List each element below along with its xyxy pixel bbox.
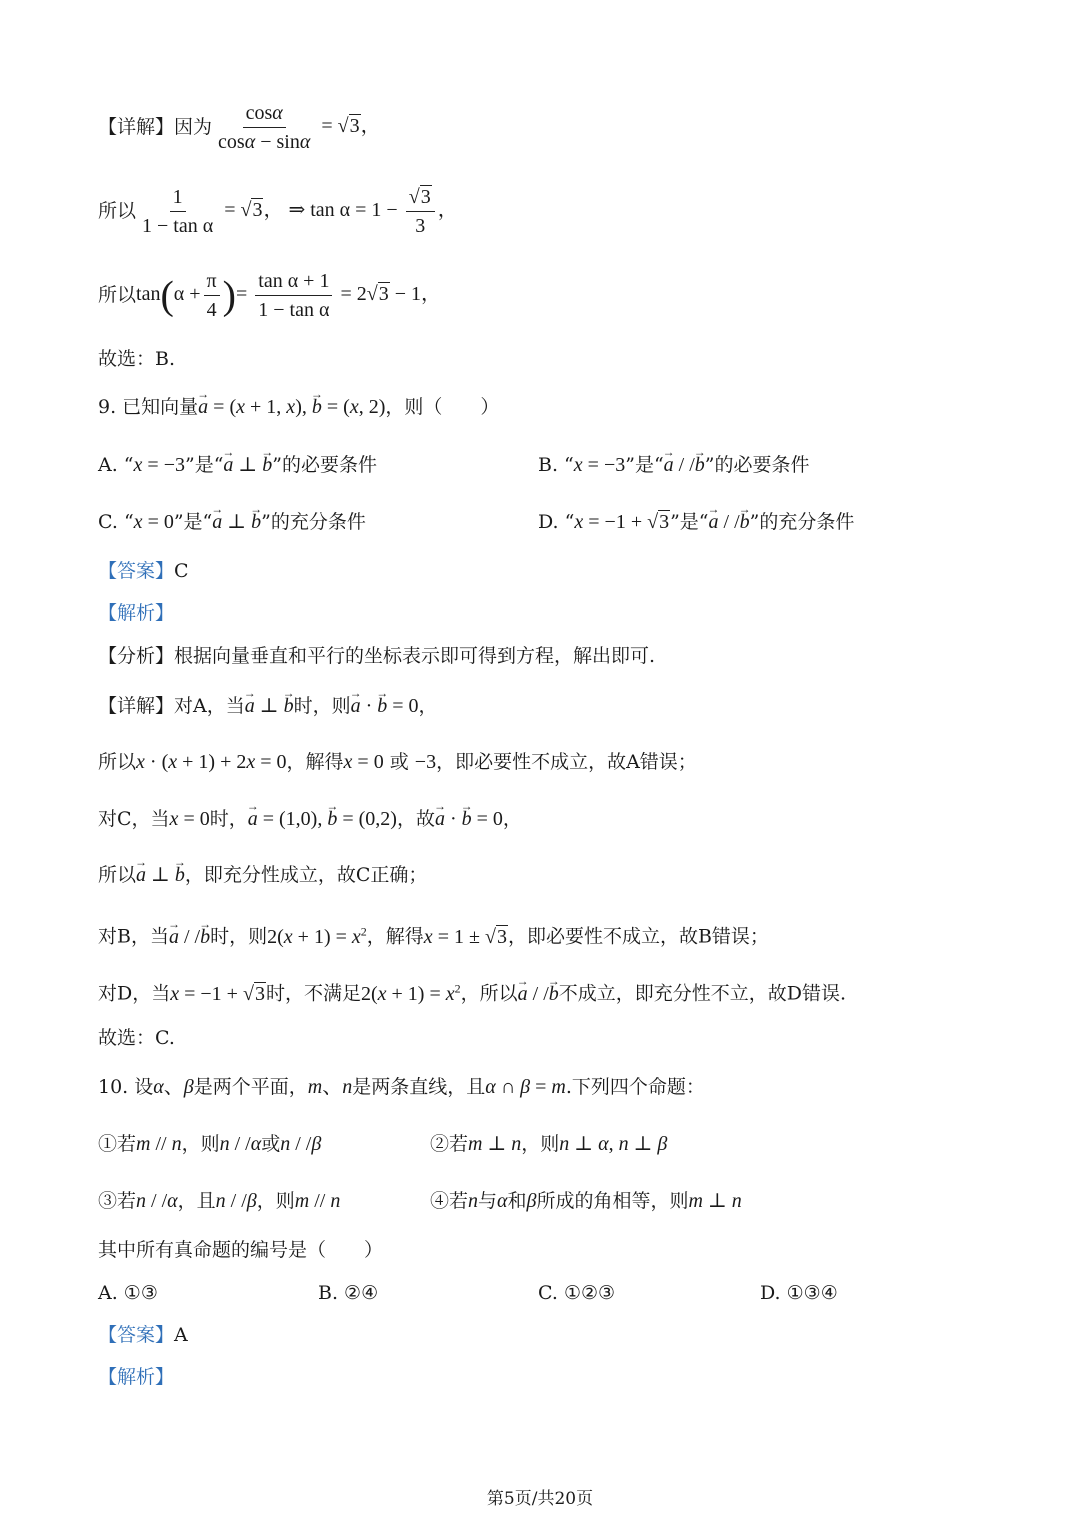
q9-jiexi-tag: 【解析】 xyxy=(98,602,175,624)
q9-answer: 【答案】C xyxy=(98,560,189,582)
q10-option-a: A. ①③ xyxy=(98,1282,158,1304)
q10-option-b: B. ②④ xyxy=(318,1282,379,1304)
q9-detail-1: 【详解】对A，当→ a ⊥ → b时，则→ a · → b = 0， xyxy=(98,693,438,719)
q9-stem: 9. 已知向量→ a = (x + 1, x), → b = (x, 2)，则（ ） xyxy=(98,394,499,420)
q9-detail-5: 对B，当→ a / /→ b时，则$2(x + 1) = x^2$，解得x = 1 ± √3，即必要性不成立，故B错误； xyxy=(98,918,769,950)
formula: $\frac{1}{\text{1 − tan α}}$ = √3， ⇒ tan α = 1 − $\frac{√3}{3}$ ， xyxy=(142,185,458,237)
q9-detail-6: 对D，当x = −1 + √3时，不满足$2(x + 1) = x^2$，所以→ a / /→ b不成立，即充分性不立，故D错误. xyxy=(98,975,846,1007)
q9-detail-3: 对C，当x = 0时，→ a = (1,0), → b = (0,2)，故→ a · → b = 0， xyxy=(98,806,522,832)
q9-detail-4: 所以→ a ⊥ → b，即充分性成立，故C正确； xyxy=(98,862,427,888)
q10-proposition-4: ④若n与α和β所成的角相等，则m ⊥ n xyxy=(430,1190,742,1212)
detail-tag: 【详解】 xyxy=(98,116,175,138)
q9-analysis: 【分析】根据向量垂直和平行的坐标表示即可得到方程，解出即可. xyxy=(98,645,656,667)
q10-proposition-2: ②若m ⊥ n，则n ⊥ α, n ⊥ β xyxy=(430,1133,668,1155)
q10-stem: 10. 设α、β是两个平面，m、n是两条直线，且α ∩ β = m.下列四个命题： xyxy=(98,1076,705,1098)
formula: $\frac{\cos\alpha}{\cos\alpha - \sin\alpha}$ = √3， xyxy=(218,101,381,153)
q9-option-a: A. “x = −3”是“→ a ⊥ → b”的必要条件 xyxy=(98,452,377,478)
q10-proposition-3: ③若n / /α，且n / /β，则m // n xyxy=(98,1190,341,1212)
q9-option-c: C. “x = 0”是“→ a ⊥ → b”的充分条件 xyxy=(98,509,366,535)
q10-answer: 【答案】A xyxy=(98,1324,188,1346)
page-footer: 第5页/共20页 xyxy=(486,1489,594,1509)
answer-tag: 【答案】 xyxy=(98,1324,175,1346)
answer-tag: 【答案】 xyxy=(98,560,175,582)
q9-option-d: D. “x = −1 + √3”是“→ a / /→ b”的充分条件 xyxy=(538,509,854,535)
q8-detail-line2: 所以 $\frac{1}{\text{1 − tan α}}$ = √3， ⇒ tan α = 1 − $\frac{√3}{3}$ ， xyxy=(98,185,458,237)
q10-option-c: C. ①②③ xyxy=(538,1282,616,1304)
q8-detail-line1: 【详解】 因为 $\frac{\cos\alpha}{\cos\alpha - \sin\alpha}$ = √3， xyxy=(98,101,381,153)
q10-option-d: D. ①③④ xyxy=(760,1282,838,1304)
q9-detail-2: 所以x · (x + 1) + 2x = 0，解得x = 0 或 −3，即必要性不成立，故A错误； xyxy=(98,751,697,773)
q10-proposition-1: ①若m // n，则n / /α或n / /β xyxy=(98,1133,322,1155)
q9-option-b: B. “x = −3”是“→ a / /→ b”的必要条件 xyxy=(538,452,810,478)
q10-jiexi-tag: 【解析】 xyxy=(98,1366,175,1388)
q9-conclusion: 故选：C. xyxy=(98,1027,175,1049)
q8-conclusion: 故选：B. xyxy=(98,348,176,370)
q10-question: 其中所有真命题的编号是（ ） xyxy=(98,1239,384,1261)
q8-detail-line3: 所以 tan(α + $\frac{\pi}{4}$ )= $\frac{\text{tan α + 1}}{\text{1 − tan α}}$ = 2√3 − 1， xyxy=(98,269,442,321)
formula: tan(α + $\frac{\pi}{4}$ )= $\frac{\text{tan α + 1}}{\text{1 − tan α}}$ = 2√3 − 1， xyxy=(136,269,442,321)
